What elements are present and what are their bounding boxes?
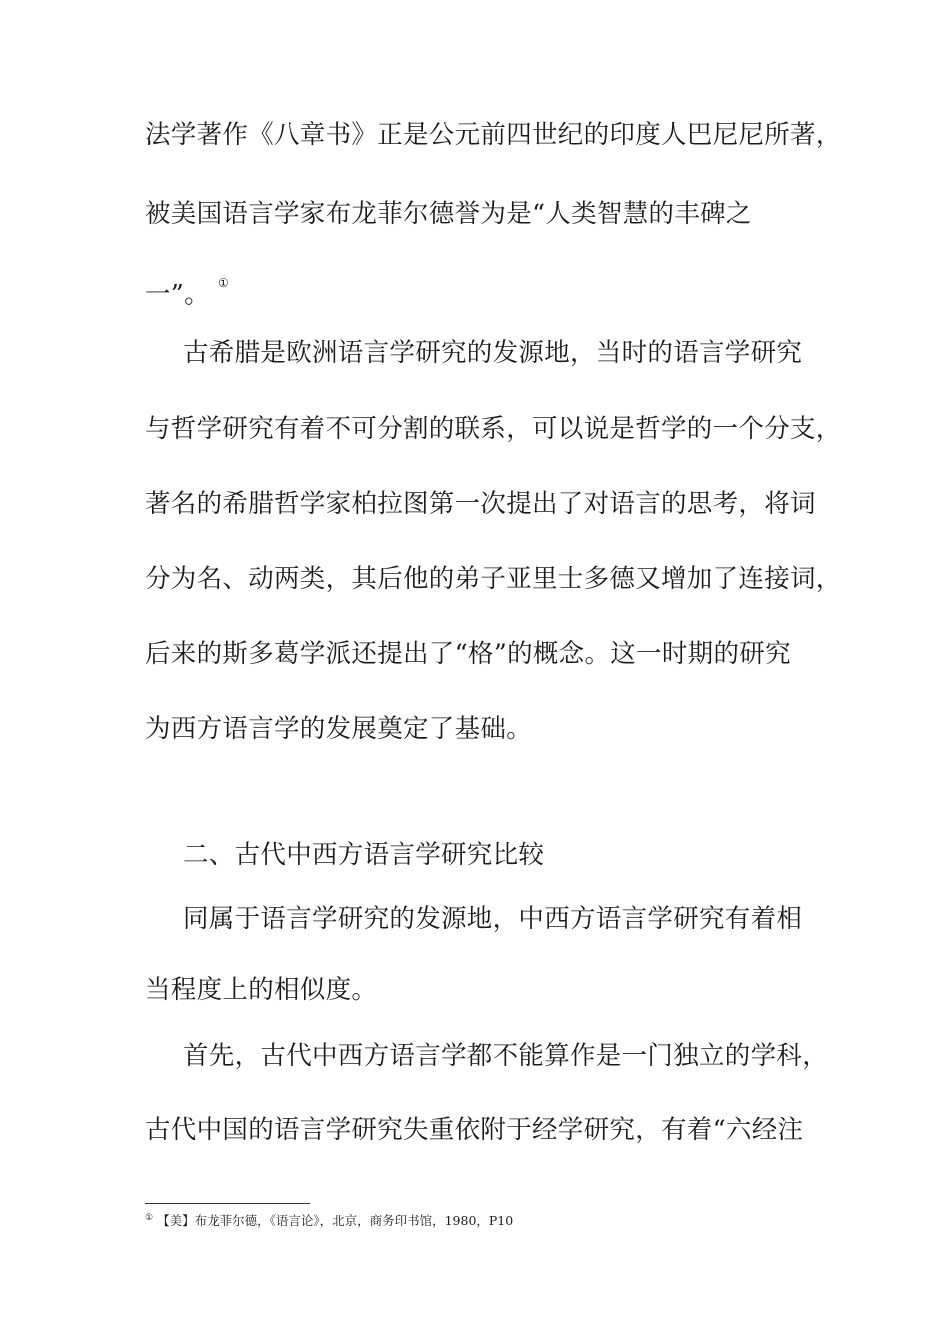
footnote-mark: ①	[145, 1213, 154, 1223]
paragraph-line	[145, 974, 815, 1006]
footnote-text: 【美】布龙菲尔德，《语言论》，北京，商务印书馆，1980，P10	[157, 1213, 514, 1228]
paragraph-line	[145, 488, 815, 520]
line-text: 著名的希腊哲学家柏拉图第一次提出了对语言的思考，将词	[145, 489, 816, 519]
paragraph-line	[145, 638, 815, 670]
paragraph-line	[145, 1114, 815, 1146]
heading-text: 二、古代中西方语言学研究比较	[183, 840, 545, 870]
paragraph-line	[183, 1040, 853, 1072]
footnote-reference[interactable]: ①	[217, 276, 229, 290]
paragraph-line	[145, 273, 815, 311]
paragraph-line	[145, 413, 842, 445]
line-text: 一”。	[145, 279, 210, 310]
line-text: 首先，古代中西方语言学都不能算作是一门独立的学科，	[183, 1041, 829, 1071]
line-text: 被美国语言学家布龙菲尔德誉为是“人类智慧的丰碑之	[145, 199, 752, 229]
paragraph-line	[145, 713, 815, 745]
line-text: 后来的斯多葛学派还提出了“格”的概念。这一时期的研究	[145, 639, 791, 669]
paragraph-line	[145, 119, 842, 151]
paragraph-line	[145, 563, 842, 595]
footnote-separator	[145, 1203, 310, 1204]
line-text: 古代中国的语言学研究失重依附于经学研究，有着“六经注	[145, 1115, 804, 1145]
paragraph-line	[145, 198, 815, 230]
line-text: 古希腊是欧洲语言学研究的发源地，当时的语言学研究	[183, 338, 803, 368]
line-text: 当程度上的相似度。	[145, 975, 378, 1005]
section-heading	[183, 839, 853, 871]
line-text: 法学著作《八章书》正是公元前四世纪的印度人巴尼尼所著，	[145, 120, 842, 150]
line-text: 分为名、动两类，其后他的弟子亚里士多德又增加了连接词，	[145, 564, 842, 594]
paragraph-line	[183, 903, 853, 935]
line-text: 为西方语言学的发展奠定了基础。	[145, 714, 533, 744]
paragraph-line	[183, 337, 853, 369]
line-text: 与哲学研究有着不可分割的联系，可以说是哲学的一个分支，	[145, 414, 842, 444]
line-text: 同属于语言学研究的发源地，中西方语言学研究有着相	[183, 904, 803, 934]
footnote	[145, 1213, 513, 1231]
